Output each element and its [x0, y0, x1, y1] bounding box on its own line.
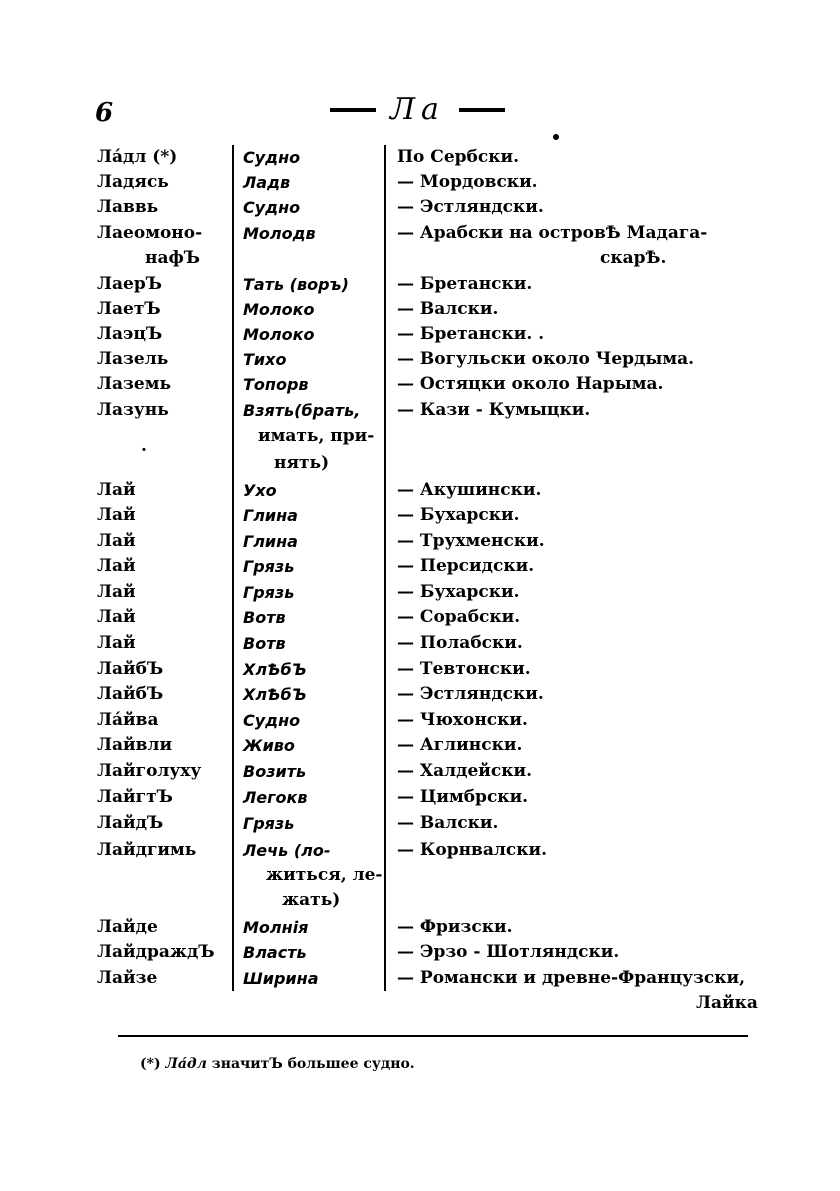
entry-word: Лазель [97, 349, 169, 369]
entry-word-continuation: нафЪ [145, 248, 201, 268]
entry-word: ЛайдраждЪ [97, 942, 215, 962]
entry-meaning: Легокв [243, 788, 308, 807]
ink-speck [553, 134, 559, 140]
entry-meaning: Молодв [243, 224, 316, 243]
entry-language: — Романски и древне-Французски, [397, 968, 746, 988]
entry-meaning-continuation: нять) [274, 453, 330, 473]
entry-language-continuation: скарѢ. [600, 248, 667, 268]
entry-language: — Аглински. [397, 735, 523, 755]
entry-word: Лай [97, 531, 136, 551]
entry-meaning: ХлѢбЪ [243, 660, 307, 679]
entry-word: Лайзе [97, 968, 158, 988]
entry-language: — Бретански. . [397, 324, 545, 344]
entry-meaning-continuation: житься, ле- [266, 865, 383, 885]
entry-language: — Акушински. [397, 480, 542, 500]
entry-word: ЛаэцЪ [97, 324, 163, 344]
entry-meaning: Тать (воръ) [243, 275, 349, 294]
entry-meaning: Судно [243, 198, 301, 217]
entry-language: — Фризски. [397, 917, 513, 937]
footnote-word: Ла́дл [165, 1056, 207, 1072]
entry-language: — Сорабски. [397, 607, 521, 627]
catchword: Лайка [696, 993, 758, 1013]
running-head-title: Ла [390, 92, 445, 127]
entry-language: — Мордовски. [397, 172, 538, 192]
entry-language: — Бухарски. [397, 505, 520, 525]
entry-language: — Валски. [397, 299, 499, 319]
entry-meaning: Взять(брать, [243, 401, 361, 420]
entry-language: — Цимбрски. [397, 787, 529, 807]
entry-language: — Бретански. [397, 274, 533, 294]
entry-word: Ла́йва [97, 710, 159, 730]
entry-word: ЛайбЪ [97, 659, 164, 679]
entry-language: — Эрзо - Шотляндски. [397, 942, 620, 962]
entry-word: ЛайгтЪ [97, 787, 173, 807]
entry-meaning: Ширина [243, 969, 319, 988]
footnote-marker: (*) [140, 1056, 161, 1072]
entry-meaning-continuation: имать, при- [258, 426, 375, 446]
entry-meaning: Глина [243, 506, 298, 525]
footnote [140, 1056, 415, 1072]
entry-language: — Эстляндски. [397, 684, 544, 704]
entry-language: — Корнвалски. [397, 840, 548, 860]
footnote-text: значитЪ большее судно. [211, 1056, 415, 1072]
entry-word: Лаземь [97, 374, 172, 394]
footnote-rule [118, 1035, 748, 1037]
entry-meaning: Возить [243, 762, 307, 781]
entry-language: — Трухменски. [397, 531, 545, 551]
entry-language: — Кази - Кумыцки. [397, 400, 591, 420]
entry-word: Лайдгимь [97, 840, 197, 860]
entry-language: — Чюхонски. [397, 710, 528, 730]
entry-word: Лайголуху [97, 761, 202, 781]
entry-meaning: Живо [243, 736, 295, 755]
entry-word: ЛайдЪ [97, 813, 164, 833]
entry-language: — Халдейски. [397, 761, 533, 781]
entry-word: ЛаерЪ [97, 274, 163, 294]
entry-word: Лай [97, 607, 136, 627]
entry-meaning: Грязь [243, 814, 295, 833]
entry-meaning: Грязь [243, 583, 295, 602]
entry-meaning: Власть [243, 943, 307, 962]
entry-meaning: Молоко [243, 325, 315, 344]
entry-meaning: Вотв [243, 634, 286, 653]
entry-meaning: Лечь (ло- [243, 841, 331, 860]
entry-meaning: Тихо [243, 350, 287, 369]
entry-word: Лай [97, 633, 136, 653]
entry-word: Лай [97, 505, 136, 525]
entry-language: — Вогульски около Чердыма. [397, 349, 695, 369]
entry-language: — Остяцки около Нарыма. [397, 374, 664, 394]
entry-language: — Эстляндски. [397, 197, 544, 217]
head-rule-right [459, 108, 505, 112]
column-divider-right [384, 145, 386, 991]
entry-meaning: Молнія [243, 918, 309, 937]
entry-language: — Тевтонски. [397, 659, 531, 679]
entry-language: По Сербски. [397, 147, 520, 167]
entry-word: ЛайбЪ [97, 684, 164, 704]
entry-language: — Полабски. [397, 633, 523, 653]
entry-meaning: Ладв [243, 173, 291, 192]
column-divider-left [232, 145, 234, 991]
entry-word: Ла́дл (*) [97, 147, 178, 167]
entry-word: ЛаетЪ [97, 299, 161, 319]
entry-language: — Валски. [397, 813, 499, 833]
entry-word: Лаввь [97, 197, 159, 217]
entry-meaning: Грязь [243, 557, 295, 576]
entry-language: — Бухарски. [397, 582, 520, 602]
entry-meaning: Топорв [243, 375, 309, 394]
entry-meaning: Вотв [243, 608, 286, 627]
head-rule-left [330, 108, 376, 112]
entry-word: Лай [97, 480, 136, 500]
entry-meaning-continuation: жать) [282, 890, 341, 910]
entry-meaning: Судно [243, 711, 301, 730]
entry-word: Лайвли [97, 735, 173, 755]
entry-word: Ладясь [97, 172, 169, 192]
running-head [330, 92, 505, 127]
entry-language: — Персидски. [397, 556, 535, 576]
page-number: 6 [95, 98, 114, 128]
entry-meaning: Молоко [243, 300, 315, 319]
entry-language: — Арабски на островѢ Мадага- [397, 223, 708, 243]
entry-word: Лай [97, 556, 136, 576]
entry-word: Лай [97, 582, 136, 602]
stray-mark: . [141, 436, 147, 456]
entry-word: Лазунь [97, 400, 169, 420]
entry-meaning: Глина [243, 532, 298, 551]
entry-meaning: Ухо [243, 481, 277, 500]
entry-word: Лаеомоно- [97, 223, 203, 243]
entry-meaning: Судно [243, 148, 301, 167]
entry-meaning: ХлѢбЪ [243, 685, 307, 704]
entry-word: Лайде [97, 917, 158, 937]
